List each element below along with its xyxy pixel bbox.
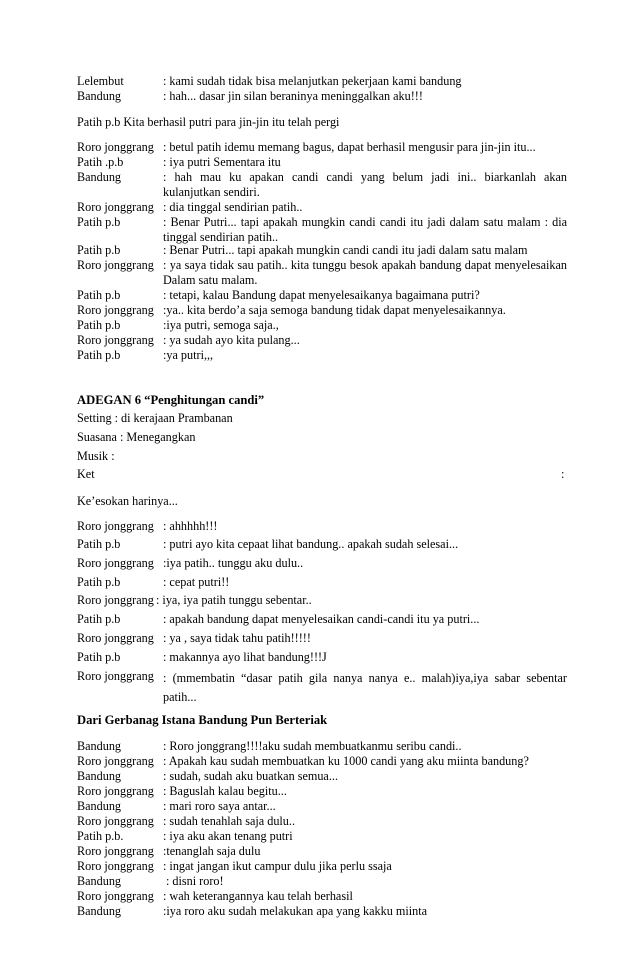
- narration-line: Patih p.b Kita berhasil putri para jin-jin itu telah pergi: [77, 115, 340, 129]
- speaker-label: Bandung: [77, 739, 122, 753]
- dialogue-text: : disni roro!: [166, 874, 224, 888]
- speaker-label: Lelembut: [77, 74, 124, 88]
- speaker-label: Patih p.b: [77, 288, 121, 302]
- dialogue-text: : ya saya tidak sau patih.. kita tunggu besok apakah bandung dapat menyelesaikan Dalam satu malam.: [163, 258, 567, 287]
- speaker-label: Patih p.b: [77, 318, 121, 332]
- scene-heading: Dari Gerbanag Istana Bandung Pun Berteriak: [77, 713, 328, 727]
- dialogue-text: : sudah, sudah aku buatkan semua...: [163, 769, 338, 783]
- dialogue-text: : hah mau ku apakan candi candi yang belum jadi ini.. biarkanlah akan kulanjutkan sendiri.: [163, 170, 567, 199]
- speaker-label: Roro jonggrang: [77, 519, 154, 533]
- dialogue-text: : ahhhhh!!!: [163, 519, 218, 533]
- dialogue-text: : ya , saya tidak tahu patih!!!!!: [163, 631, 311, 645]
- dialogue-text: : Benar Putri... tapi apakah mungkin candi candi itu jadi dalam satu malam: [163, 243, 528, 257]
- dialogue-text: : tetapi, kalau Bandung dapat menyelesaikanya bagaimana putri?: [163, 288, 480, 302]
- speaker-label: Patih p.b: [77, 348, 121, 362]
- speaker-label: Bandung: [77, 799, 122, 813]
- speaker-label: Patih p.b: [77, 537, 121, 551]
- dialogue-text: : makannya ayo lihat bandung!!!J: [163, 650, 327, 664]
- narration-line: Ke’esokan harinya...: [77, 494, 178, 508]
- speaker-label: Roro jonggrang: [77, 784, 154, 798]
- suasana-line: Suasana : Menegangkan: [77, 430, 196, 444]
- dialogue-text: : betul patih idemu memang bagus, dapat berhasil mengusir para jin-jin itu...: [163, 140, 536, 154]
- dialogue-text: : Roro jonggrang!!!!aku sudah membuatkanmu seribu candi..: [163, 739, 462, 753]
- speaker-label: Patih p.b: [77, 650, 121, 664]
- speaker-label: Bandung: [77, 89, 122, 103]
- dialogue-text: : dia tinggal sendirian patih..: [163, 200, 303, 214]
- speaker-label: Roro jonggrang: [77, 556, 154, 570]
- dialogue-text: : iya aku akan tenang putri: [163, 829, 293, 843]
- dialogue-text: :iya patih.. tunggu aku dulu..: [163, 556, 304, 570]
- musik-line: Musik :: [77, 449, 115, 463]
- speaker-label: Roro jonggrang: [77, 140, 154, 154]
- speaker-label: Patih p.b: [77, 575, 121, 589]
- speaker-label: Roro jonggrang: [77, 593, 154, 607]
- speaker-label: Roro jonggrang: [77, 669, 154, 683]
- speaker-label: Roro jonggrang: [77, 258, 154, 272]
- speaker-label: Patih p.b: [77, 612, 121, 626]
- speaker-label: Roro jonggrang: [77, 754, 154, 768]
- dialogue-text: :ya.. kita berdo’a saja semoga bandung tidak dapat menyelesaikannya.: [163, 303, 506, 317]
- dialogue-text: : cepat putri!!: [163, 575, 230, 589]
- dialogue-text: : apakah bandung dapat menyelesaikan candi-candi itu ya putri...: [163, 612, 480, 626]
- dialogue-text: : sudah tenahlah saja dulu..: [163, 814, 295, 828]
- dialogue-text: : mari roro saya antar...: [163, 799, 276, 813]
- speaker-label: Roro jonggrang: [77, 814, 154, 828]
- speaker-label: Bandung: [77, 769, 122, 783]
- dialogue-text: : ingat jangan ikut campur dulu jika perlu ssaja: [163, 859, 392, 873]
- dialogue-text: : hah... dasar jin silan beraninya meninggalkan aku!!!: [163, 89, 423, 103]
- speaker-label: Patih .p.b: [77, 155, 124, 169]
- setting-line: Setting : di kerajaan Prambanan: [77, 411, 233, 425]
- speaker-label: Roro jonggrang: [77, 200, 154, 214]
- speaker-label: Roro jonggrang: [77, 631, 154, 645]
- speaker-label: Roro jonggrang: [77, 889, 154, 903]
- speaker-label: Roro jonggrang: [77, 844, 154, 858]
- speaker-label: Patih p.b: [77, 243, 121, 257]
- speaker-label: Roro jonggrang: [77, 303, 154, 317]
- dialogue-text: :tenanglah saja dulu: [163, 844, 261, 858]
- speaker-label: Patih p.b.: [77, 829, 124, 843]
- dialogue-text: :iya putri, semoga saja.,: [163, 318, 279, 332]
- speaker-label: Bandung: [77, 874, 122, 888]
- dialogue-text: : iya putri Sementara itu: [163, 155, 281, 169]
- dialogue-text: : Apakah kau sudah membuatkan ku 1000 candi yang aku miinta bandung?: [163, 754, 529, 768]
- scene-heading: ADEGAN 6 “Penghitungan candi”: [77, 393, 265, 407]
- dialogue-text: : iya, iya patih tunggu sebentar..: [156, 593, 312, 607]
- dialogue-text: : ya sudah ayo kita pulang...: [163, 333, 300, 347]
- dialogue-text: :ya putri,,,: [163, 348, 214, 362]
- dialogue-text: : kami sudah tidak bisa melanjutkan pekerjaan kami bandung: [163, 74, 462, 88]
- speaker-label: Patih p.b: [77, 215, 121, 229]
- dialogue-text: : Baguslah kalau begitu...: [163, 784, 287, 798]
- dialogue-text: :iya roro aku sudah melakukan apa yang kakku miinta: [163, 904, 427, 918]
- speaker-label: Roro jonggrang: [77, 333, 154, 347]
- dialogue-text: : (mmembatin “dasar patih gila nanya nanya e.. malah)iya,iya sabar sebentar patih...: [163, 671, 567, 704]
- speaker-label: Bandung: [77, 904, 122, 918]
- ket-line: Ket: [77, 467, 95, 481]
- ket-colon: :: [561, 467, 565, 481]
- speaker-label: Roro jonggrang: [77, 859, 154, 873]
- dialogue-text: : putri ayo kita cepaat lihat bandung.. apakah sudah selesai...: [163, 537, 459, 551]
- dialogue-text: : Benar Putri... tapi apakah mungkin candi candi itu jadi dalam satu malam : dia tinggal sendirian patih..: [163, 215, 567, 244]
- speaker-label: Bandung: [77, 170, 122, 184]
- dialogue-text: : wah keterangannya kau telah berhasil: [163, 889, 353, 903]
